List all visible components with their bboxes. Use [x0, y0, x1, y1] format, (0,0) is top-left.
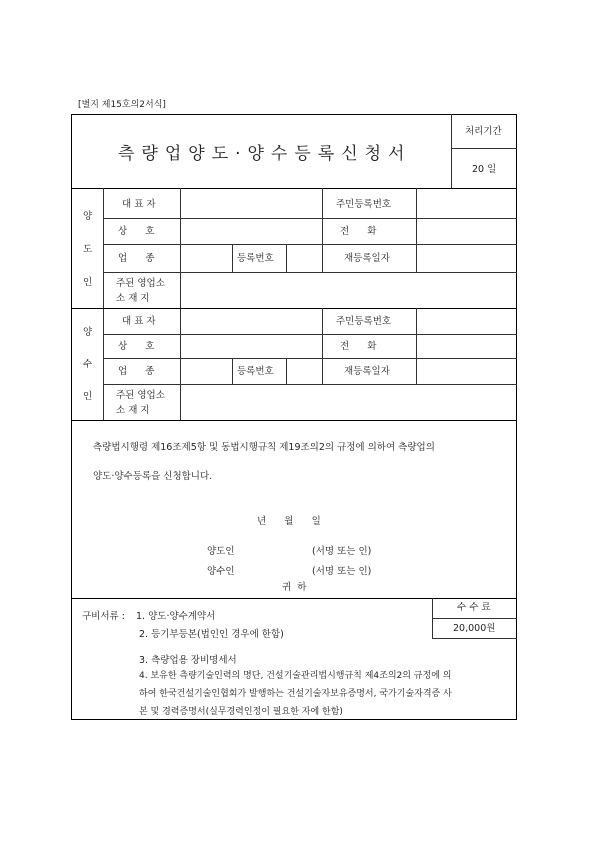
transferee-sign-field[interactable]	[242, 564, 308, 578]
transferee-office-label-2: 소 재 지	[116, 405, 150, 416]
addressee: 귀 하	[282, 582, 307, 593]
transferee-side-1: 양	[83, 327, 93, 338]
transferor-sign-label: 양도인	[207, 546, 235, 557]
statement-line-2: 양도·양수등록을 신청합니다.	[93, 471, 213, 482]
document-item-4-cont-2: 본 및 경력증명서(실무경력인정이 필요한 자에 한함)	[139, 707, 343, 717]
transferee-side-3: 인	[83, 391, 93, 402]
col-line	[232, 244, 233, 272]
form-title: 측량업양도·양수등록신청서	[118, 144, 412, 164]
transferor-reg-no-field[interactable]	[287, 245, 321, 271]
transferee-phone-label: 전 화	[340, 341, 377, 352]
transferor-company-label: 상 호	[118, 226, 155, 237]
date-line: 년 월 일	[257, 516, 321, 527]
header-divider	[451, 114, 452, 188]
transferor-business-type-field[interactable]	[181, 245, 231, 271]
transferor-office-field[interactable]	[181, 273, 516, 307]
fee-label: 수 수 료	[457, 602, 491, 613]
col-line	[322, 308, 323, 358]
transferee-representative-label: 대 표 자	[122, 316, 156, 327]
transferee-phone-field[interactable]	[417, 335, 516, 357]
side-label-divider	[103, 188, 104, 420]
transferor-phone-field[interactable]	[417, 219, 516, 243]
transferor-side-3: 인	[83, 277, 93, 288]
transferee-reg-no-label: 등록번호	[237, 366, 274, 377]
transferee-reg-no-field[interactable]	[287, 359, 321, 383]
transferor-office-label-1: 주된 영업소	[116, 278, 165, 289]
transferee-side-2: 수	[83, 359, 93, 370]
transferee-representative-field[interactable]	[181, 309, 321, 333]
transferee-resident-no-field[interactable]	[417, 309, 516, 333]
document-item-2: 2. 등기부등본(법인인 경우에 한함)	[139, 629, 284, 640]
col-line	[322, 188, 323, 244]
transferor-rereg-date-label: 재등록일자	[344, 253, 390, 264]
transferee-business-type-label: 업 종	[118, 366, 155, 377]
transferee-business-type-field[interactable]	[181, 359, 231, 383]
transferor-representative-label: 대 표 자	[122, 199, 156, 210]
transferor-sign-note: (서명 또는 인)	[312, 546, 372, 557]
transferor-sign-field[interactable]	[242, 544, 308, 558]
transferor-reg-no-label: 등록번호	[237, 253, 274, 264]
transferor-side-2: 도	[83, 244, 93, 255]
fee-bottom-border	[432, 638, 517, 639]
transferor-side-1: 양	[83, 211, 93, 222]
col-line	[322, 358, 323, 384]
transferee-office-label-1: 주된 영업소	[116, 390, 165, 401]
processing-label: 처리기간	[465, 126, 502, 137]
processing-divider	[451, 148, 517, 149]
transferor-rereg-date-field[interactable]	[417, 245, 516, 271]
transferee-sign-label: 양수인	[207, 566, 235, 577]
document-item-4-cont-1: 하여 한국건설기술인협회가 발행하는 건설기술자보유증명서, 국가기술자격증 사	[139, 689, 452, 699]
transferee-sign-note: (서명 또는 인)	[312, 566, 372, 577]
documents-top-rule	[71, 598, 517, 599]
documents-label: 구비서류 :	[82, 611, 125, 622]
transferee-rereg-date-field[interactable]	[417, 359, 516, 383]
document-item-1: 1. 양도·양수계약서	[136, 611, 216, 622]
transferor-phone-label: 전 화	[340, 226, 377, 237]
document-item-4: 4. 보유한 측량기술인력의 명단, 건설기술관리법시행규칙 제4조의2의 규정에 의	[139, 671, 452, 681]
fee-divider	[432, 618, 517, 619]
processing-value: 20 일	[472, 164, 497, 175]
transferor-resident-no-label: 주민등록번호	[336, 199, 392, 210]
form-id: [별지 제15호의2서식]	[78, 100, 166, 110]
transferor-business-type-label: 업 종	[118, 253, 155, 264]
transferor-resident-no-field[interactable]	[417, 189, 516, 217]
fee-value: 20,000원	[453, 623, 496, 634]
col-line	[322, 244, 323, 272]
transferee-rereg-date-label: 재등록일자	[344, 366, 390, 377]
transferee-company-field[interactable]	[181, 335, 321, 357]
transferor-representative-field[interactable]	[181, 189, 321, 217]
transferor-office-label-2: 소 재 지	[116, 293, 150, 304]
transferee-resident-no-label: 주민등록번호	[336, 316, 392, 327]
transferee-office-field[interactable]	[181, 385, 516, 419]
transferor-company-field[interactable]	[181, 219, 321, 243]
transferee-company-label: 상 호	[118, 341, 155, 352]
col-line	[232, 358, 233, 384]
statement-line-1: 측량법시행령 제16조제5항 및 동법시행규칙 제19조의2의 규정에 의하여 측량업의	[93, 442, 435, 453]
document-item-3: 3. 측량업용 장비명세서	[139, 655, 237, 666]
section-divider	[71, 420, 517, 421]
